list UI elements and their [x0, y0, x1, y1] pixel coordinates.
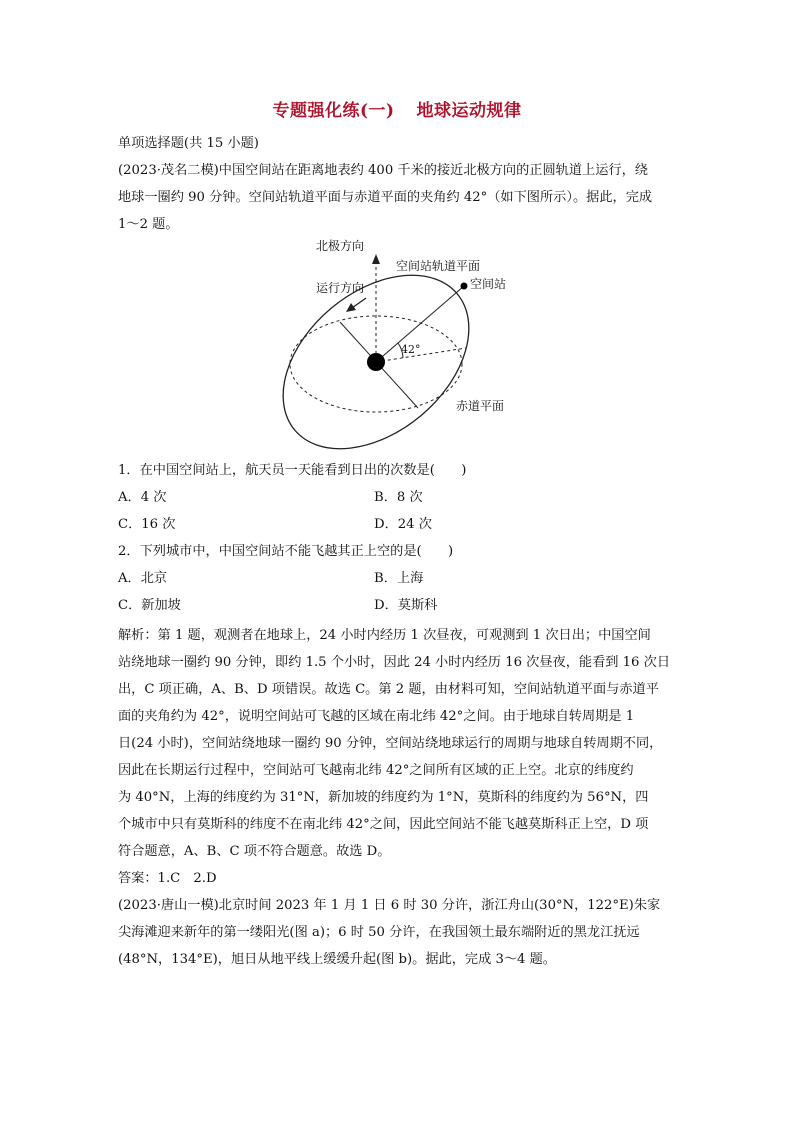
question-1-options [118, 484, 678, 538]
label-station: 空间站 [470, 277, 507, 291]
q2-option-d: D．莫斯科 [374, 598, 438, 613]
intro1-line: (2023·茂名二模)中国空间站在距离地表约 400 千米的接近北极方向的正圆轨道上运行，绕 [118, 163, 648, 178]
label-north: 北极方向 [316, 239, 365, 253]
analysis-line: 出，C 项正确，A、B、D 项错误。故选 C。第 2 题，由材料可知，空间站轨道平面与赤道平 [118, 682, 659, 697]
q1-option-a: A．4 次 [118, 490, 167, 505]
analysis-line: 为 40°N，上海的纬度约为 31°N，新加坡的纬度约为 1°N，莫斯科的纬度约为 56°N，四 [118, 790, 649, 805]
direction-arrow-line [352, 298, 366, 308]
question-2-options [118, 565, 678, 619]
intro2-line: 尖海滩迎来新年的第一缕阳光(图 a)；6 时 50 分许，在我国领土最东端附近的黑龙江抚远 [118, 925, 640, 940]
answer: 答案：1.C 2.D [118, 871, 217, 886]
direction-arrow-icon [346, 303, 356, 312]
analysis-line: 符合题意，A、B、C 项不符合题意。故选 D。 [118, 844, 391, 859]
q2-stem: 2．下列城市中，中国空间站不能飞越其正上空的是( ) [118, 544, 454, 559]
analysis-line: 解析：第 1 题，观测者在地球上，24 小时内经历 1 次昼夜，可观测到 1 次日出；中国空间 [118, 628, 651, 643]
earth-dot [367, 353, 385, 371]
label-equator-plane: 赤道平面 [456, 399, 505, 413]
analysis-line: 个城市中只有莫斯科的纬度不在南北纬 42°之间，因此空间站不能飞越莫斯科正上空，D 项 [118, 817, 649, 832]
question-2-stem [118, 538, 678, 565]
analysis-line: 面的夹角约为 42°，说明空间站可飞越的区域在南北纬 42°之间。由于地球自转周期是 1 [118, 709, 635, 724]
q1-option-d: D．24 次 [374, 517, 432, 532]
orbit-diagram [280, 232, 520, 454]
title-part-2: 地球运动规律 [416, 101, 522, 121]
label-direction: 运行方向 [316, 281, 365, 295]
title-part-1: 专题强化练(一) [272, 101, 395, 121]
q1-option-b: B．8 次 [374, 490, 423, 505]
north-arrow-icon [372, 254, 380, 264]
intro-paragraph-1 [118, 157, 678, 238]
analysis-line: 因此在长期运行过程中，空间站可飞越南北纬 42°之间所有区域的正上空。北京的纬度约 [118, 763, 634, 778]
q1-option-c: C．16 次 [118, 517, 176, 532]
intro-paragraph-2 [118, 892, 678, 973]
analysis-paragraph [118, 622, 678, 865]
q2-option-c: C．新加坡 [118, 598, 181, 613]
intro2-line: (2023·唐山一模)北京时间 2023 年 1 月 1 日 6 时 30 分许，浙江舟山(30°N，122°E)朱家 [118, 898, 661, 913]
label-angle: 42° [401, 343, 421, 356]
q1-stem: 1．在中国空间站上，航天员一天能看到日出的次数是( ) [118, 463, 467, 478]
section-label: 单项选择题(共 15 小题) [118, 136, 259, 151]
analysis-line: 站绕地球一圈约 90 分钟，即约 1.5 个小时，因此 24 小时内经历 16 次昼夜，能看到 16 次日 [118, 655, 671, 670]
analysis-line: 日(24 小时)，空间站绕地球一圈约 90 分钟，空间站绕地球运行的周期与地球自转周期不同， [118, 736, 663, 751]
q2-option-a: A．北京 [118, 571, 168, 586]
station-dot [461, 283, 468, 290]
intro2-line: (48°N，134°E)，旭日从地平线上缓缓升起(图 b)。据此，完成 3～4 题。 [118, 952, 556, 967]
answer-line [118, 865, 678, 892]
label-orbit-plane: 空间站轨道平面 [396, 259, 481, 273]
question-1-stem [118, 457, 678, 484]
intro1-line: 地球一圈约 90 分钟。空间站轨道平面与赤道平面的夹角约 42°（如下图所示）。据此，完成 [118, 190, 653, 205]
q2-option-b: B．上海 [374, 571, 424, 586]
section-heading [118, 130, 678, 157]
page-title [0, 96, 794, 121]
intro1-line: 1～2 题。 [118, 217, 179, 232]
